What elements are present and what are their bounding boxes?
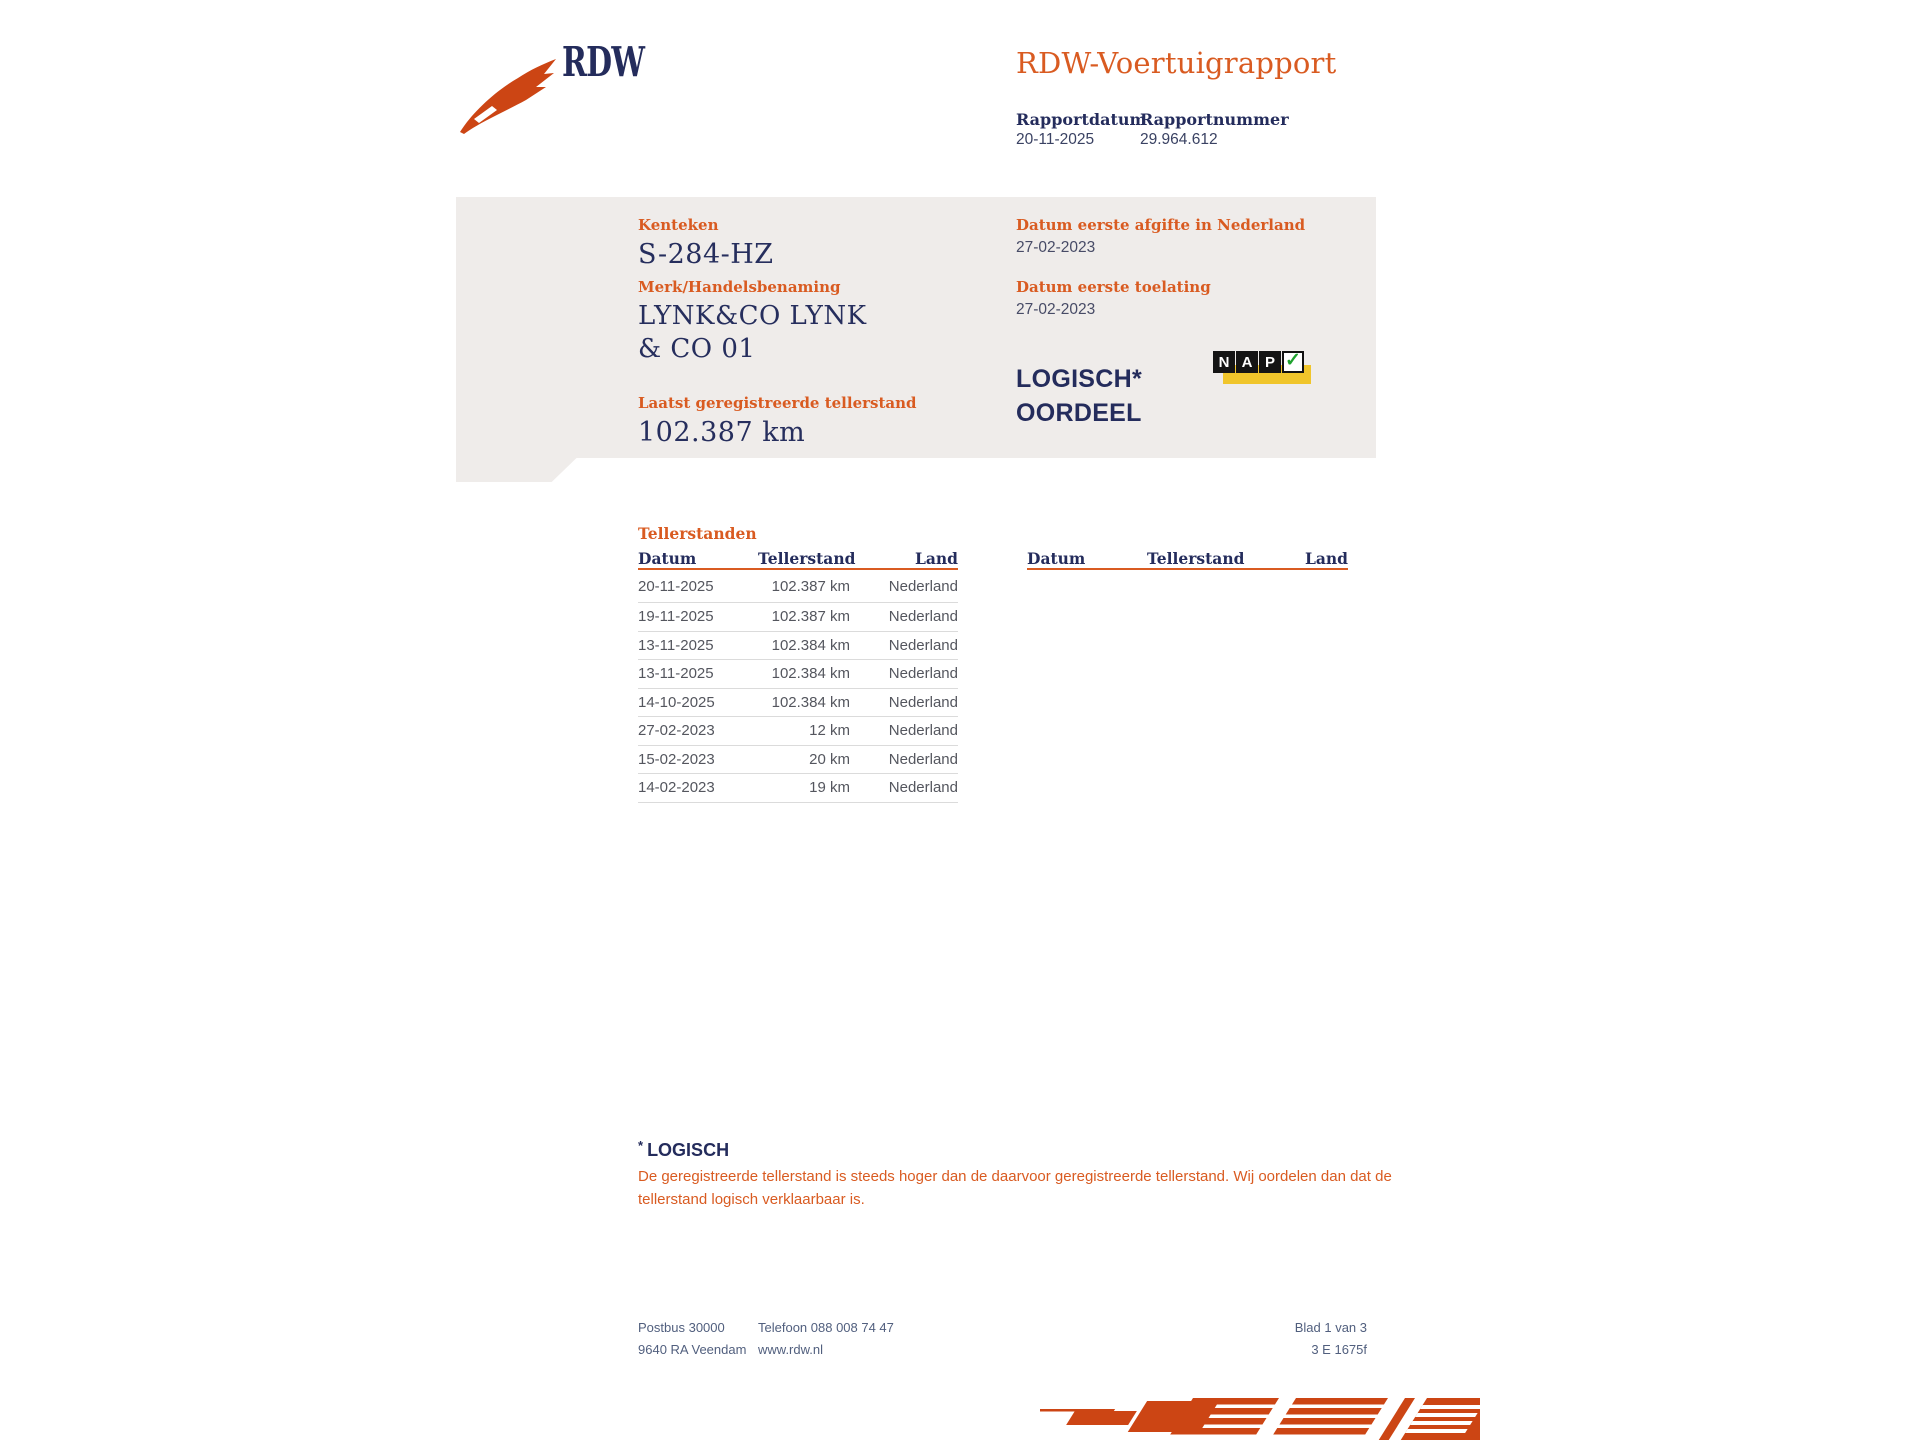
last-odometer-value: 102.387 km	[638, 417, 806, 448]
first-issue-nl-label: Datum eerste afgifte in Nederland	[1016, 216, 1306, 234]
license-plate-value: S-284-HZ	[638, 239, 774, 270]
meter-table-right-header	[1027, 547, 1348, 570]
column-header-datum: Datum	[1027, 549, 1086, 568]
license-plate-label: Kenteken	[638, 216, 719, 234]
table-cell-tellerstand: 102.384 km	[771, 636, 850, 654]
report-date-label: Rapportdatum	[1016, 110, 1147, 129]
table-cell-datum: 27-02-2023	[638, 722, 715, 740]
meter-readings-heading: Tellerstanden	[638, 524, 757, 543]
table-row	[638, 603, 958, 632]
meter-table-left	[638, 547, 958, 803]
rdw-logo-wing-icon	[458, 56, 558, 134]
first-admission-value: 27-02-2023	[1016, 301, 1096, 318]
footer-doc-code: 3 E 1675f	[1311, 1342, 1367, 1357]
nap-check-icon: ✓	[1282, 351, 1304, 373]
table-row	[638, 660, 958, 689]
odometer-verdict	[1016, 362, 1142, 430]
last-odometer-label: Laatst geregistreerde tellerstand	[638, 394, 917, 412]
footer-phone: Telefoon 088 008 74 47	[758, 1320, 894, 1335]
nap-logo	[1213, 351, 1313, 387]
table-cell-tellerstand: 12 km	[809, 722, 850, 740]
table-cell-datum: 20-11-2025	[638, 577, 714, 595]
nap-letter-n: N	[1213, 351, 1235, 373]
table-cell-datum: 14-02-2023	[638, 779, 715, 797]
table-cell-land: Nederland	[888, 636, 958, 654]
make-model-value: LYNK&CO LYNK & CO 01	[638, 301, 867, 364]
table-row	[638, 689, 958, 718]
footer-page-indicator: Blad 1 van 3	[1294, 1320, 1367, 1335]
nap-letter-p: P	[1259, 351, 1281, 373]
table-cell-land: Nederland	[888, 665, 958, 683]
table-cell-land: Nederland	[888, 722, 958, 740]
table-cell-datum: 19-11-2025	[638, 608, 714, 626]
table-cell-tellerstand: 19 km	[809, 779, 850, 797]
table-cell-land: Nederland	[888, 577, 958, 595]
verdict-line2: OORDEEL	[1016, 399, 1142, 427]
verdict-line1: LOGISCH*	[1016, 365, 1143, 393]
table-cell-land: Nederland	[888, 608, 958, 626]
meter-table-left-header	[638, 547, 958, 570]
table-cell-land: Nederland	[888, 693, 958, 711]
column-header-datum: Datum	[638, 549, 697, 568]
table-cell-datum: 13-11-2025	[638, 665, 714, 683]
first-admission-label: Datum eerste toelating	[1016, 278, 1211, 296]
table-cell-tellerstand: 102.384 km	[771, 665, 850, 683]
table-row	[638, 632, 958, 661]
asterisk-mark: *	[638, 1138, 644, 1153]
vehicle-summary-box	[456, 197, 1376, 482]
column-header-land: Land	[914, 549, 958, 568]
table-row	[638, 774, 958, 803]
logisch-explanation-heading	[638, 1138, 729, 1161]
footer-website: www.rdw.nl	[758, 1342, 824, 1357]
column-header-tellerstand: Tellerstand	[1147, 549, 1245, 568]
table-row	[638, 746, 958, 775]
report-number-label: Rapportnummer	[1140, 110, 1289, 129]
table-cell-tellerstand: 102.384 km	[771, 693, 850, 711]
make-model-label: Merk/Handelsbenaming	[638, 278, 841, 296]
meter-table-right	[1027, 547, 1348, 570]
footer-address-line1: Postbus 30000	[638, 1320, 725, 1335]
table-cell-tellerstand: 102.387 km	[771, 608, 850, 626]
page-title: RDW-Voertuigrapport	[1016, 46, 1337, 80]
meter-table-left-body	[638, 570, 958, 803]
table-cell-tellerstand: 20 km	[809, 750, 850, 768]
logisch-heading-text: LOGISCH	[647, 1140, 730, 1160]
column-header-land: Land	[1304, 549, 1348, 568]
nap-letter-a: A	[1236, 351, 1258, 373]
table-row	[638, 717, 958, 746]
table-cell-datum: 15-02-2023	[638, 750, 715, 768]
rdw-motif-graphic	[1040, 1398, 1480, 1440]
first-issue-nl-value: 27-02-2023	[1016, 239, 1096, 256]
table-cell-datum: 13-11-2025	[638, 636, 714, 654]
table-row	[638, 570, 958, 603]
logisch-explanation-text: De geregistreerde tellerstand is steeds hoger dan de daarvoor geregistreerde tellerstand. Wij oordelen dan dat de tellerstand logisch verklaarbaar is.	[638, 1168, 1392, 1208]
footer-address-line2: 9640 RA Veendam	[638, 1342, 747, 1357]
rdw-logo-text: RDW	[562, 38, 645, 86]
table-cell-tellerstand: 102.387 km	[771, 577, 850, 595]
report-date-value: 20-11-2025	[1016, 131, 1095, 148]
table-cell-land: Nederland	[888, 750, 958, 768]
table-cell-land: Nederland	[888, 779, 958, 797]
table-cell-datum: 14-10-2025	[638, 693, 715, 711]
report-number-value: 29.964.612	[1140, 131, 1218, 148]
column-header-tellerstand: Tellerstand	[758, 549, 856, 568]
